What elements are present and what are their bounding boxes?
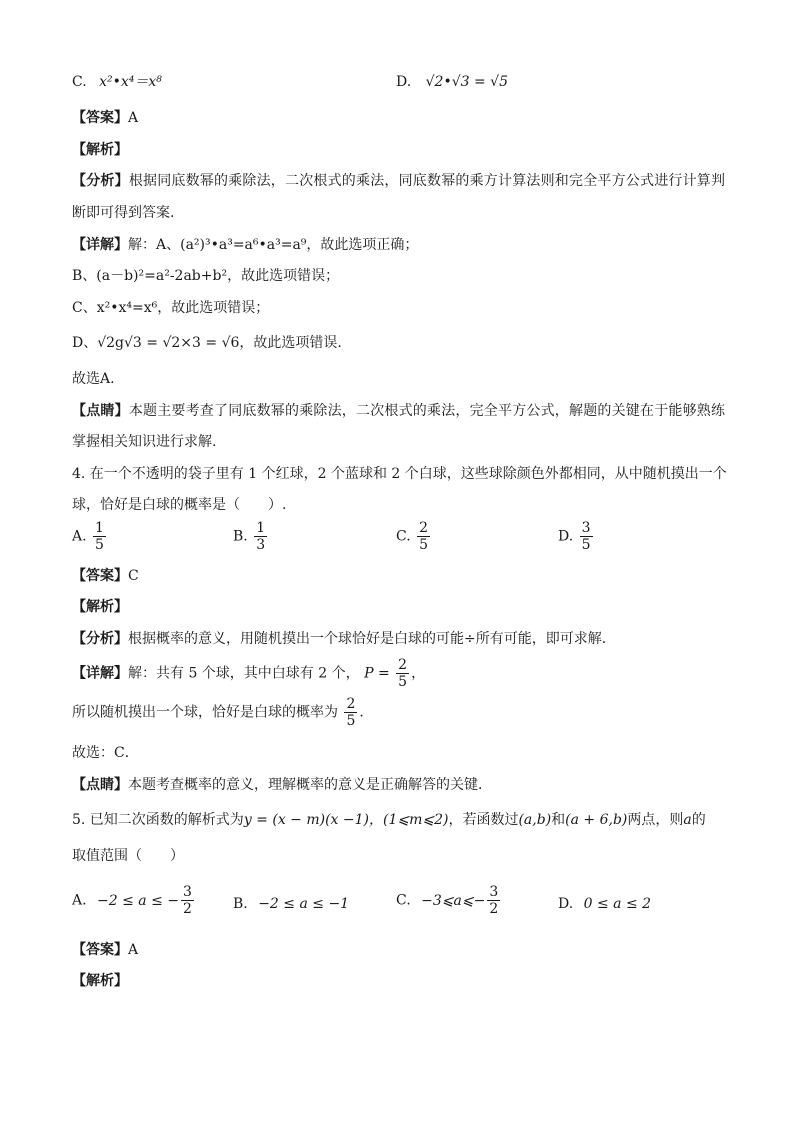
q5-stem-suffix-2: 的 [691,812,706,828]
q3-dianjing-line-1 [72,401,725,421]
q4-fenxi [72,629,616,649]
q4-option-a-fraction: $\frac{1}{5}$ [95,520,104,553]
q3-xiangjie-c-text: C、x²•x⁴=x⁶，故此选项错误； [72,300,270,316]
q3-option-c [72,72,162,92]
q4-stem-line-1 [72,464,727,484]
q5-option-c [396,884,502,917]
q3-xiangjie-c [72,298,269,318]
q4-xiangjie-text: 解：共有 5 个球，其中白球有 2 个， [128,665,360,682]
q3-option-d-text: √2•√3 = √5 [425,74,509,90]
q4-option-c [396,520,432,553]
q5-stem-line-1 [72,810,706,830]
q3-fenxi-text-2: 断即可得到答案. [72,205,175,221]
q5-option-d-label: D. [558,896,574,912]
q5-stem-prefix: 5. 已知二次函数的解析式为 [72,812,244,828]
q3-answer-label: 【答案】 [72,110,128,126]
q4-option-b-label: B. [233,528,248,545]
q5-answer-label: 【答案】 [72,942,128,958]
q3-jiexi-label: 【解析】 [72,142,128,158]
q4-option-b-fraction: $\frac{1}{3}$ [256,520,266,553]
q3-xiangjie-a-text: 解：A、(a²)³•a³=a⁶•a³=a⁹，故此选项正确； [128,237,419,253]
q4-answer [72,566,139,586]
q5-option-a-fraction: $\frac{3}{2}$ [183,884,192,917]
q5-answer-value: A [128,942,139,958]
q4-answer-label: 【答案】 [72,568,128,584]
q5-option-b-text: −2 ≤ a ≤ −1 [258,896,350,912]
q4-dianjing-text: 本题考查概率的意义，理解概率的意义是正确解答的关键． [128,777,492,793]
q3-dianjing-text-2: 掌握相关知识进行求解. [72,434,217,450]
q4-guxuan [72,743,139,763]
q4-xiangjie-p: P = [364,665,390,682]
q5-stem-mid: ，若函数过 [448,812,519,828]
q3-option-d [396,72,508,92]
q5-stem-and: 和 [551,812,566,828]
q5-jiexi [72,971,128,991]
q5-stem-suffix-1: 两点，则 [627,812,684,828]
q4-option-c-label: C. [396,528,411,545]
q4-option-b [233,520,269,553]
q3-guxuan [72,369,115,389]
q5-option-d [558,894,651,914]
q3-dianjing-line-2 [72,432,216,452]
q5-option-b [233,894,349,914]
q3-dianjing-text-1: 本题主要考查了同底数幂的乘除法，二次根式的乘法，完全平方公式，解题的关键在于能够熟练 [128,403,726,419]
q4-option-d [558,520,595,553]
q5-option-c-fraction: $\frac{3}{2}$ [489,884,499,917]
q3-xiangjie-label: 【详解】 [72,237,128,253]
q5-stem-2: 取值范围（ ） [72,848,184,864]
q4-xiangjie-end: ， [411,665,426,682]
q5-option-c-label: C. [396,892,411,909]
q3-xiangjie-b [72,266,339,286]
q3-fenxi-text-1: 根据同底数幂的乘除法，二次根式的乘法，同底数幂的乘方计算法则和完全平方公式进行计算判 [128,173,726,189]
q3-fenxi-label: 【分析】 [72,173,129,189]
q3-xiangjie-d-text: D、√2g√3 = √2×3 = √6，故此选项错误. [72,335,342,351]
q4-answer-value: C [128,568,139,584]
q3-answer [72,108,138,128]
q4-option-d-label: D. [558,528,574,545]
q4-option-d-fraction: $\frac{3}{5}$ [581,520,591,553]
q4-suoyi-end: ． [359,704,374,721]
q3-fenxi-line-1 [72,171,725,191]
q3-option-d-label: D. [396,74,412,90]
q5-option-a [72,884,196,917]
q5-stem-a: a [683,812,692,828]
q5-option-a-label: A. [72,892,87,909]
q4-fenxi-label: 【分析】 [72,631,128,647]
q4-guxuan-text: 故选：C． [72,745,139,761]
q3-option-c-label: C. [72,74,87,90]
q5-option-b-label: B. [233,896,248,912]
q3-option-c-text: x²•x⁴＝x⁸ [99,74,162,90]
q4-suoyi-fraction: $\frac{2}{5}$ [346,696,356,729]
q4-suoyi [72,696,373,729]
q4-option-a [72,520,108,553]
q4-suoyi-text: 所以随机摸出一个球，恰好是白球的概率为 [72,704,338,721]
q4-jiexi [72,597,128,617]
q4-xiangjie-label: 【详解】 [72,665,128,682]
q3-guxuan-text: 故选A. [72,371,115,387]
q5-option-d-text: 0 ≤ a ≤ 2 [583,896,652,912]
q4-stem-2: 球，恰好是白球的概率是（ ）. [72,497,287,513]
q5-answer [72,940,138,960]
q4-option-c-fraction: $\frac{2}{5}$ [419,520,429,553]
q4-xiangjie-fraction: $\frac{2}{5}$ [398,657,408,690]
q3-answer-value: A [128,110,139,126]
q3-dianjing-label: 【点睛】 [72,403,129,419]
q5-stem-formula: y = (x − m)(x −1)，(1⩽m⩽2) [243,812,449,828]
q3-jiexi [72,140,128,160]
q5-stem-point-2: (a + 6,b) [565,812,628,828]
q5-option-a-text: −2 ≤ a ≤ − [97,892,179,909]
q3-xiangjie-d [72,333,342,353]
q5-option-c-text: −3⩽a⩽− [421,892,486,909]
q3-xiangjie-b-text: B、(a－b)²=a²-2ab+b²，故此选项错误； [72,268,340,284]
q4-fenxi-text: 根据概率的意义，用随机摸出一个球恰好是白球的可能÷所有可能，即可求解． [128,631,616,647]
q4-jiexi-label: 【解析】 [72,599,128,615]
q3-xiangjie-a [72,235,418,255]
q5-stem-point-1: (a,b) [518,812,552,828]
q4-stem-line-2 [72,495,286,515]
q3-fenxi-line-2 [72,203,174,223]
q4-dianjing [72,775,492,795]
q4-dianjing-label: 【点睛】 [72,777,128,793]
q4-xiangjie [72,657,425,690]
q5-stem-line-2 [72,846,184,866]
q4-stem-1: 4. 在一个不透明的袋子里有 1 个红球，2 个蓝球和 2 个白球，这些球除颜色外都相同，从中随机摸出一个 [72,466,727,482]
q5-jiexi-label: 【解析】 [72,973,128,989]
q4-option-a-label: A. [72,528,87,545]
